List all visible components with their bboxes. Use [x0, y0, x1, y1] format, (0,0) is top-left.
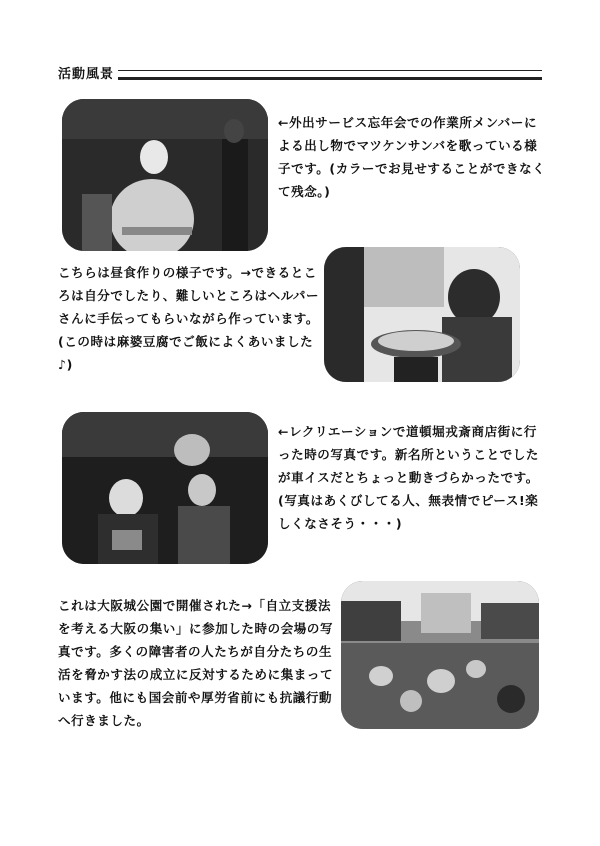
photo-year-end-party: [62, 99, 268, 251]
section-title: 活動風景: [58, 67, 115, 82]
caption-shopping-street: ←レクリエーションで道頓堀戎斎商店街に行った時の写真です。新名所ということでしたが車イスだとちょっと動きづらかったです。(写真はあくびしてる人、無表情でピース!楽しくなさそう・・・): [278, 424, 540, 531]
header-rule: [118, 70, 542, 80]
caption-osaka-castle-rally: これは大阪城公園で開催された→「自立支援法を考える大阪の集い」に参加した時の会場の写真です。多くの障害者の人たちが自分たちの生活を脅かす法の成立に反対するために集まっています。他にも国会前や厚労省前にも抗議行動へ行きました。: [58, 598, 334, 728]
photo-shopping-street: [62, 412, 268, 564]
photo-osaka-castle-rally: [341, 581, 539, 729]
caption-year-end-party: ←外出サービス忘年会での作業所メンバーによる出し物でマツケンサンバを歌っている様子です。(カラーでお見せすることができなくて残念。): [278, 115, 546, 199]
photo-lunch-cooking: [324, 247, 520, 382]
caption-lunch-cooking: こちらは昼食作りの様子です。→できるところは自分でしたり、難しいところはヘルパーさんに手伝ってもらいながら作っています。(この時は麻婆豆腐でご飯によくあいました♪): [58, 265, 320, 372]
